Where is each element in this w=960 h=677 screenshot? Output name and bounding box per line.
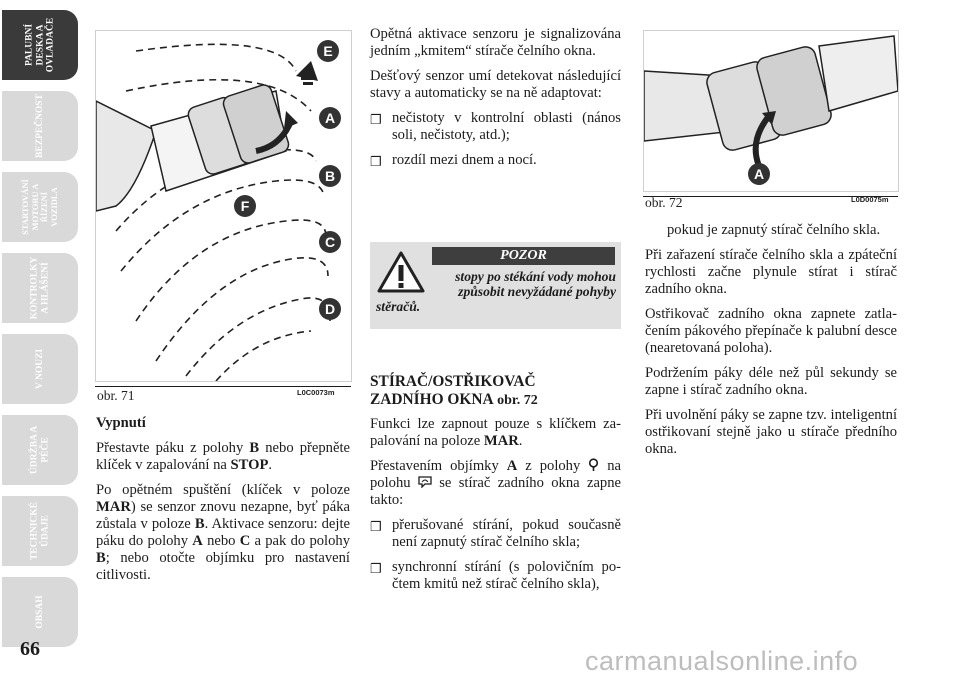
- svg-text:F: F: [240, 198, 250, 214]
- figure-rule: [95, 386, 351, 387]
- label-d-icon: [318, 297, 342, 321]
- svg-text:E: E: [323, 43, 333, 59]
- list-item: ❒ synchronní stírání (s polovičním počtem kmitů než stírač čelního skla),: [370, 559, 621, 592]
- tab-v-nouzi[interactable]: [2, 334, 78, 404]
- tab-label: TECHNICKÉ ÚDAJE: [29, 501, 50, 561]
- watermark: carmanualsonline.info: [585, 646, 859, 676]
- paragraph: Podržením páky déle než půl sekundy se zapne i stírač zadního okna.: [645, 365, 897, 398]
- figure-72-caption: obr. 72: [645, 195, 683, 210]
- figure-71-caption: obr. 71: [97, 388, 135, 403]
- warning-text: stopy po stékání vody mohou způsobit nevyžádané pohyby stěračů.: [376, 269, 616, 314]
- svg-text:A: A: [324, 110, 336, 126]
- paragraph: pokud je zapnutý stírač čelního skla.: [667, 222, 881, 238]
- list-item: ❒ nečistoty v kontrolní oblasti (nános soli, nečistoty, atd.);: [370, 110, 621, 143]
- tab-kontrolky[interactable]: [2, 253, 78, 323]
- chapter-sidebar: [2, 10, 78, 630]
- heading-vypnuti: Vypnutí: [96, 415, 146, 431]
- label-c-icon: [318, 230, 342, 254]
- section-title: STÍRAČ/OSTŘIKOVAČ ZADNÍHO OKNA obr. 72: [370, 373, 538, 408]
- paragraph: Ostřikovač zadního okna zapnete zatlačením pákového přepínače k palubní desce (nearetovaná poloha).: [645, 306, 897, 356]
- bullet-box-icon: ❒: [370, 519, 382, 534]
- label-e-icon: [316, 39, 340, 63]
- paragraph: Opětná aktivace senzoru je signalizována jedním „kmitem“ stírače čelního okna.: [370, 26, 621, 59]
- tab-obsah[interactable]: [2, 577, 78, 647]
- label-b-icon: [318, 164, 342, 188]
- list-item: ❒ přerušované stírání, pokud současně není zapnutý stírač čelního skla;: [370, 517, 621, 550]
- tab-label: STARTOVÁNÍ MOTORU A ŘÍZENÍ VOZIDLA: [20, 179, 59, 235]
- paragraph: Dešťový senzor umí detekovat následující stavy a automaticky se na ně adaptovat:: [370, 68, 621, 101]
- rear-wiper-icon: [418, 476, 432, 488]
- figure-71: [95, 30, 352, 382]
- svg-text:B: B: [324, 168, 336, 184]
- column-2-top: [370, 26, 621, 177]
- warning-title: POZOR: [432, 247, 615, 265]
- figure-71-code: L0C0073m: [297, 388, 335, 397]
- bullet-box-icon: ❒: [370, 154, 382, 169]
- svg-text:C: C: [324, 234, 336, 250]
- tab-label: V NOUZI: [34, 348, 45, 390]
- paragraph: Přestavte páku z polohy B nebo přepněte klíček v zapalování na STOP.: [96, 440, 350, 473]
- tab-bezpecnost[interactable]: [2, 91, 78, 161]
- label-f-icon: [233, 194, 257, 218]
- tab-label: OBSAH: [34, 595, 45, 629]
- label-a-icon: [318, 106, 342, 130]
- tab-label: KONTROLKY A HLÁŠENÍ: [29, 256, 50, 320]
- paragraph: Funkci lze zapnout pouze s klíčkem zapalování na poloze MAR.: [370, 416, 621, 449]
- label-a-icon: [747, 162, 771, 186]
- column-3: [645, 222, 897, 466]
- column-1: [96, 415, 350, 592]
- figure-72: [643, 30, 899, 192]
- tab-startovani[interactable]: [2, 172, 78, 242]
- tab-palubni-deska[interactable]: [2, 10, 78, 80]
- paragraph: Při zařazení stírače čelního skla a zpáteční rychlosti začne plynule stírat i stírač zadního okna.: [645, 247, 897, 297]
- column-2-bottom: [370, 373, 621, 601]
- svg-text:D: D: [324, 301, 336, 317]
- tab-label: BEZPEČNOST: [34, 94, 45, 158]
- off-position-icon: [588, 458, 599, 471]
- rear-wiper-lever-illustration: [644, 31, 898, 191]
- wiper-lever-illustration: [96, 31, 351, 381]
- svg-text:A: A: [753, 166, 765, 182]
- figure-72-code: L0D0075m: [851, 195, 889, 204]
- tab-label: ÚDRŽBA A PÉČE: [29, 425, 50, 475]
- tab-udrzba[interactable]: [2, 415, 78, 485]
- tab-label: PALUBNÍ DESKA A OVLADAČE: [24, 17, 56, 73]
- tab-technicke-udaje[interactable]: [2, 496, 78, 566]
- page-number: 66: [20, 638, 40, 660]
- paragraph: Při uvolnění páky se zapne tzv. inteligentní ostřikovaní stejně jako u stírače předního okna.: [645, 407, 897, 457]
- list-item: ❒ rozdíl mezi dnem a nocí.: [370, 152, 537, 169]
- warning-box: [370, 242, 621, 329]
- paragraph: Přestavením objímky A z polohy na polohu se stírač zadního okna zapne takto:: [370, 458, 621, 508]
- paragraph: Po opětném spuštění (klíček v poloze MAR) se senzor znovu nezapne, byť páka zůstala v poloze B. Aktivace senzoru: dejte páku do polohy A nebo C a pak do polohy B; nebo otočte objímku pro nastavení citlivosti.: [96, 482, 350, 583]
- bullet-box-icon: ❒: [370, 561, 382, 576]
- bullet-box-icon: ❒: [370, 112, 382, 127]
